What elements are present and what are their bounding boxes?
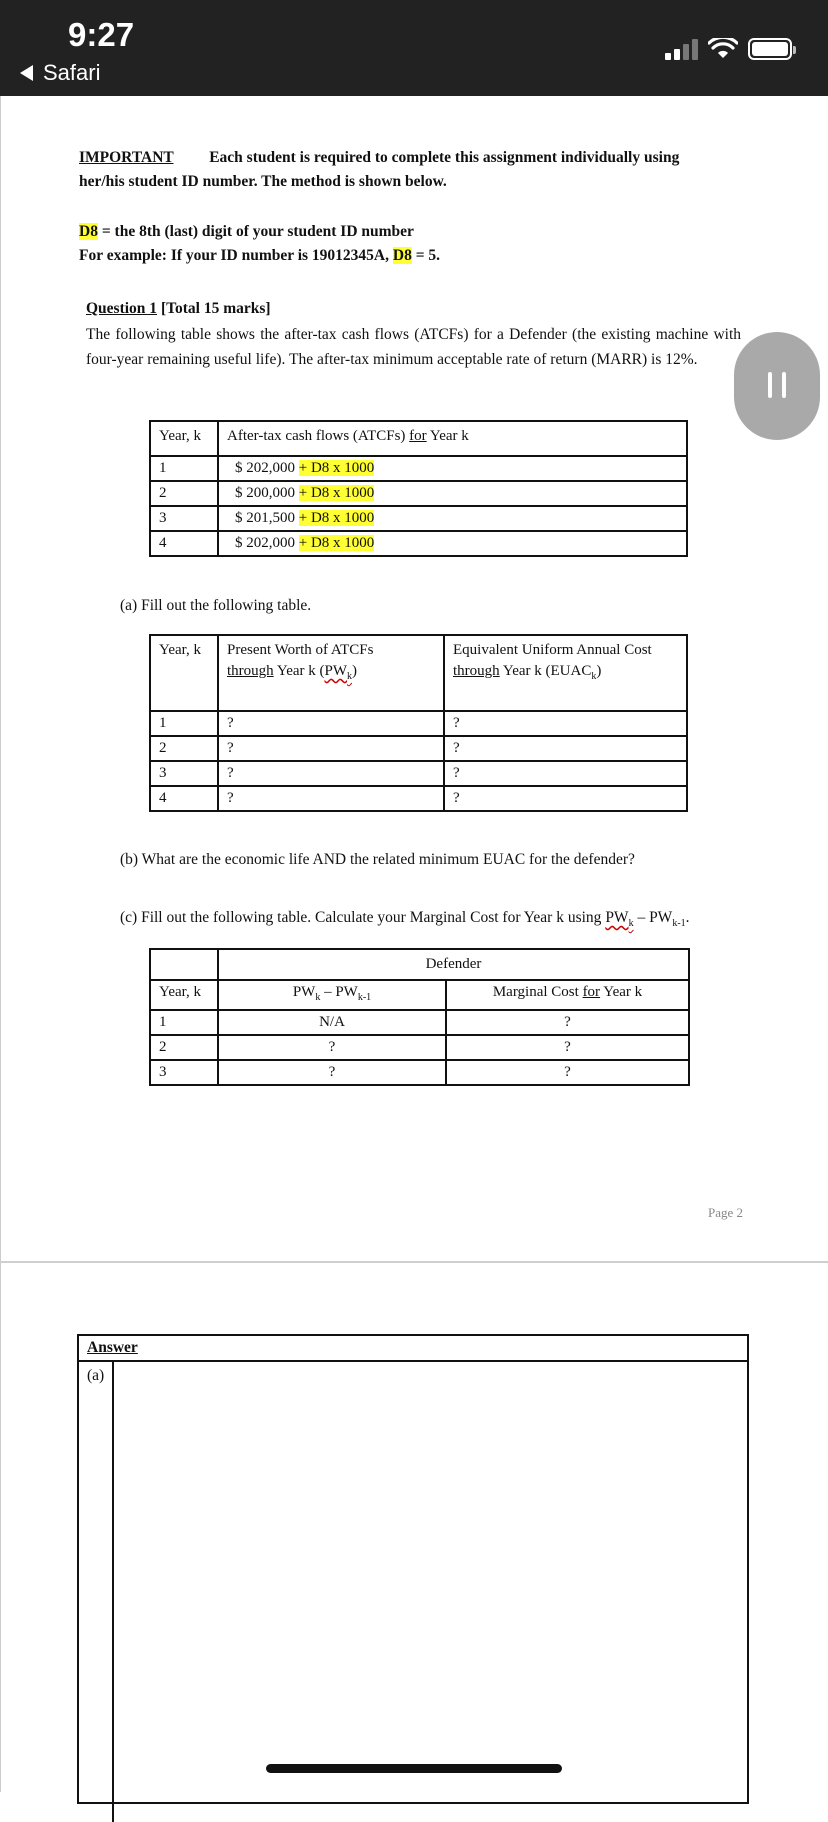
back-to-safari-button[interactable] — [20, 60, 100, 86]
status-bar — [0, 0, 828, 96]
d8-example-term: D8 — [392, 247, 412, 264]
table-row: 2 ? ? — [150, 1035, 689, 1060]
header-pw-diff: $PW_k - PW_{k-1}$ — [218, 980, 446, 1010]
table-row: 1 $ 202,000 + D8 x 1000 — [150, 456, 687, 481]
part-b-prompt: (b) What are the economic life AND the related minimum EUAC for the defender? — [120, 851, 635, 868]
part-c-prompt: (c) Fill out the following table. Calculate your Marginal Cost for Year k using $PW_k - PW_{k-1}$. — [120, 909, 690, 930]
status-icons — [665, 38, 792, 60]
d8-term: D8 — [79, 223, 98, 240]
header-year: Year, k — [150, 421, 218, 456]
cellular-signal-icon — [665, 38, 698, 60]
answer-title: Answer — [87, 1339, 138, 1356]
answer-header — [79, 1336, 747, 1362]
wifi-icon — [708, 38, 738, 60]
answer-box — [77, 1334, 749, 1804]
d8-example-suffix: = 5. — [415, 247, 441, 264]
header-euac: Equivalent Uniform Annual Cost through Year k $(EUAC_k)$ — [444, 635, 687, 711]
defender-header: Defender — [218, 949, 689, 980]
table-row: 2 $ 200,000 + D8 x 1000 — [150, 481, 687, 506]
question-body: The following table shows the after-tax cash flows (ATCFs) for a Defender (the existing machine with four-year remaining useful life). The after-tax minimum acceptable rate of return (MARR) is 12%. — [86, 326, 741, 368]
d8-example — [79, 244, 440, 268]
header-pw: Present Worth of ATCFs through Year k $(PW_k)$ — [218, 635, 444, 711]
grip-line-icon — [768, 372, 772, 398]
d8-example-prefix: For example: If your ID number is 19012345A, — [79, 247, 389, 264]
table-row: 1 ? ? — [150, 711, 687, 736]
table-row: 3 $ 201,500 + D8 x 1000 — [150, 506, 687, 531]
grip-line-icon — [782, 372, 786, 398]
table-header-row — [150, 421, 687, 456]
important-label: IMPORTANT — [79, 149, 174, 166]
d8-definition — [79, 220, 414, 244]
important-text-2: her/his student ID number. The method is shown below. — [79, 173, 447, 190]
table-header-row: Year, k Present Worth of ATCFs through Year k $(PW_k)$ Equivalent Uniform Annual Cost through Year k $(EUAC_k)$ — [150, 635, 687, 711]
clock: 9:27 — [68, 16, 135, 53]
battery-icon — [748, 38, 792, 60]
table-row: 2 ? ? — [150, 736, 687, 761]
back-app-label: Safari — [43, 60, 101, 85]
table-row: 4 ? ? — [150, 786, 687, 811]
table-row: 4 $ 202,000 + D8 x 1000 — [150, 531, 687, 556]
d8-def-text: = the 8th (last) digit of your student ID number — [101, 223, 414, 240]
question-marks: [Total 15 marks] — [160, 300, 271, 317]
answer-label-column — [112, 1362, 114, 1822]
pw-euac-table — [149, 634, 688, 812]
table-row: 3 ? ? — [150, 1060, 689, 1085]
scroll-handle[interactable] — [734, 332, 820, 440]
table-header-row: Year, k $PW_k - PW_{k-1}$ Marginal Cost for Year k — [150, 980, 689, 1010]
marginal-cost-table — [149, 948, 690, 1086]
page-number: Page 2 — [708, 1205, 744, 1220]
table-row: 1 N/A ? — [150, 1010, 689, 1035]
header-atcf: After-tax cash flows (ATCFs) for Year k — [218, 421, 687, 456]
part-a-prompt: (a) Fill out the following table. — [120, 597, 312, 614]
header-marginal-cost: Marginal Cost for Year k — [446, 980, 689, 1010]
back-arrow-icon — [20, 65, 33, 81]
important-text-1: Each student is required to complete this assignment individually using — [209, 149, 680, 166]
answer-part-label: (a) — [87, 1367, 105, 1384]
important-line-1 — [79, 146, 679, 170]
home-indicator[interactable] — [266, 1764, 562, 1773]
table-row: 3 ? ? — [150, 761, 687, 786]
atcf-table — [149, 420, 688, 557]
question-heading — [86, 297, 271, 321]
table-header-row — [150, 949, 689, 980]
question-title: Question 1 — [86, 300, 158, 317]
